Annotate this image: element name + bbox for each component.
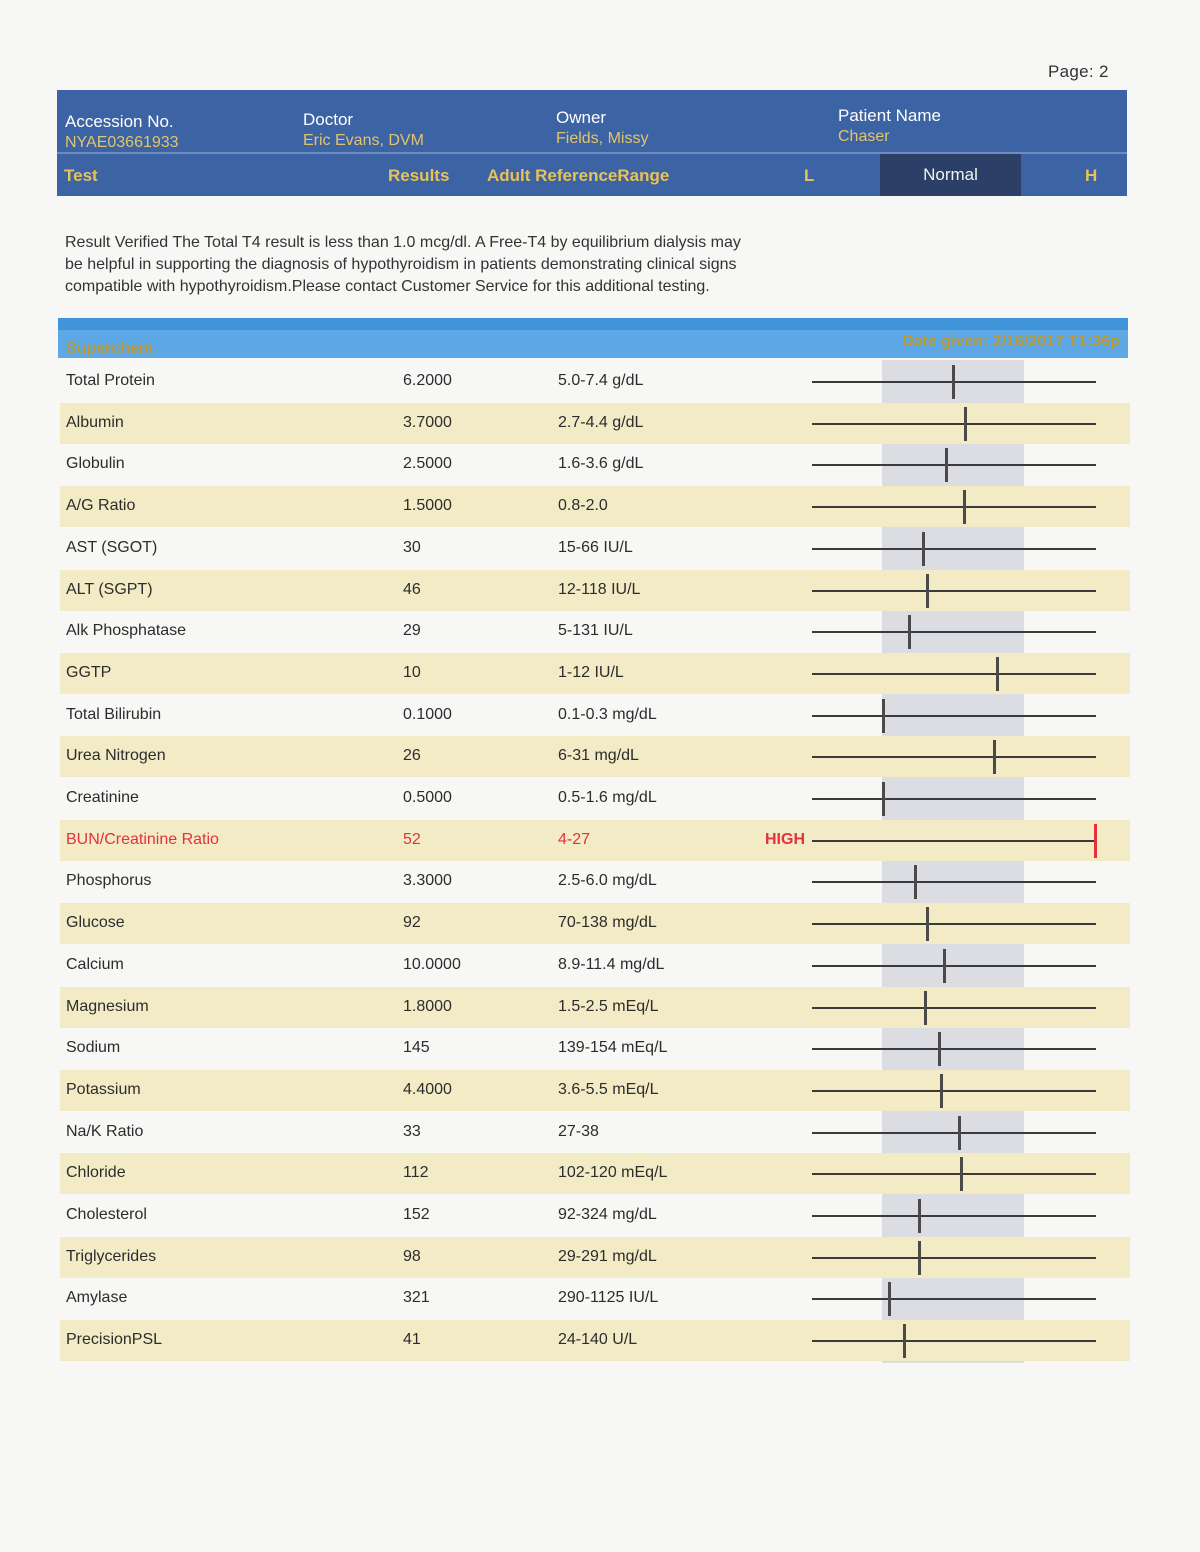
date-given: Date given: 2/16/2017 T1:36p [902,333,1120,350]
patient-value: Chaser [838,128,890,145]
range-gauge-line [812,715,1096,717]
test-name: BUN/Creatinine Ratio [66,831,219,848]
reference-range: 102-120 mEq/L [558,1164,668,1181]
accession-label: Accession No. [65,112,174,131]
test-result: 26 [403,747,421,764]
section-title: Superchem [66,340,154,357]
result-marker [938,1032,941,1066]
test-name: Albumin [66,414,124,431]
reference-range: 0.5-1.6 mg/dL [558,789,657,806]
reference-range: 1-12 IU/L [558,664,624,681]
result-marker [940,1074,943,1108]
test-result: 152 [403,1206,430,1223]
doctor-label: Doctor [303,110,354,129]
reference-range: 92-324 mg/dL [558,1206,657,1223]
reference-range: 29-291 mg/dL [558,1248,657,1265]
owner-value: Fields, Missy [556,130,649,147]
range-gauge-line [812,631,1096,633]
test-result: 0.1000 [403,706,452,723]
test-name: Cholesterol [66,1206,147,1223]
test-name: GGTP [66,664,112,681]
result-marker [908,615,911,649]
range-gauge-line [812,1173,1096,1175]
reference-range: 0.8-2.0 [558,497,608,514]
result-marker [960,1157,963,1191]
test-name: Globulin [66,455,125,472]
test-name: Total Protein [66,372,155,389]
test-name: Magnesium [66,998,149,1015]
result-marker [903,1324,906,1358]
test-result: 33 [403,1123,421,1140]
test-name: Na/K Ratio [66,1123,144,1140]
reference-range: 24-140 U/L [558,1331,638,1348]
page-label: Page: [1048,62,1094,81]
patient-label: Patient Name [838,106,941,125]
owner-label: Owner [556,108,607,127]
result-marker [918,1199,921,1233]
test-result: 10.0000 [403,956,461,973]
reference-range: 0.1-0.3 mg/dL [558,706,657,723]
result-marker [996,657,999,691]
test-result: 46 [403,581,421,598]
reference-range: 4-27 [558,831,591,848]
range-gauge-line [812,1132,1096,1134]
doctor-value: Eric Evans, DVM [303,132,424,149]
reference-range: 3.6-5.5 mEq/L [558,1081,659,1098]
range-gauge-line [812,590,1096,592]
test-result: 1.5000 [403,497,452,514]
reference-range: 12-118 IU/L [558,581,641,598]
col-reference-range: Adult ReferenceRange [487,166,670,185]
test-result: 98 [403,1248,421,1265]
col-high: H [1085,166,1098,185]
test-result: 321 [403,1289,430,1306]
result-marker [964,407,967,441]
result-marker [958,1116,961,1150]
result-note: Result Verified The Total T4 result is less than 1.0 mcg/dl. A Free-T4 by equilibrium dialysis may be helpful in supporting the diagnosis of hypothyroidism in patients demonstrating clinical signs compatible with hypothyroidism.Please contact Customer Service for this additional testing. [65,234,741,295]
reference-range: 8.9-11.4 mg/dL [558,956,665,973]
test-result: 1.8000 [403,998,452,1015]
result-marker [914,865,917,899]
test-result: 30 [403,539,421,556]
test-name: AST (SGOT) [66,539,158,556]
reference-range: 27-38 [558,1123,599,1140]
test-result: 2.5000 [403,455,452,472]
reference-range: 290-1125 IU/L [558,1289,659,1306]
result-marker [918,1241,921,1275]
reference-range: 6-31 mg/dL [558,747,639,764]
reference-range: 2.7-4.4 g/dL [558,414,644,431]
col-results: Results [388,166,450,185]
range-gauge-line [812,965,1096,967]
range-gauge-line [812,1090,1096,1092]
test-name: Triglycerides [66,1248,157,1265]
page-number: 2 [1098,62,1109,81]
reference-range: 139-154 mEq/L [558,1039,668,1056]
col-low: L [804,166,815,185]
range-gauge-line [812,506,1096,508]
reference-range: 1.6-3.6 g/dL [558,455,644,472]
test-result: 92 [403,914,421,931]
test-name: Phosphorus [66,872,152,889]
reference-range: 1.5-2.5 mEq/L [558,998,659,1015]
test-name: Alk Phosphatase [66,622,187,639]
range-gauge-line [812,548,1096,550]
accession-field [65,112,179,152]
range-gauge-line [812,1257,1096,1259]
result-marker [922,532,925,566]
test-name: PrecisionPSL [66,1331,163,1348]
patient-info-row [57,90,1127,152]
test-name: Urea Nitrogen [66,747,166,764]
accession-value: NYAE03661933 [65,134,179,151]
test-result: 41 [403,1331,421,1348]
test-name: Total Bilirubin [66,706,162,723]
reference-range: 15-66 IU/L [558,539,633,556]
reference-range: 2.5-6.0 mg/dL [558,872,657,889]
test-name: Sodium [66,1039,121,1056]
result-marker [882,699,885,733]
range-gauge-line [812,923,1096,925]
result-marker [882,782,885,816]
result-marker [924,991,927,1025]
col-normal [880,154,1021,196]
range-gauge-line [812,464,1096,466]
test-name: ALT (SGPT) [66,581,153,598]
result-marker [888,1282,891,1316]
range-gauge-line [812,1048,1096,1050]
section-bar [58,318,1128,358]
result-marker [993,740,996,774]
owner-field [556,108,648,148]
test-result: 52 [403,831,421,848]
reference-range: 5-131 IU/L [558,622,633,639]
test-name: Potassium [66,1081,141,1098]
test-result: 3.7000 [403,414,452,431]
page-indicator [1048,62,1109,82]
test-name: Glucose [66,914,125,931]
result-marker [943,949,946,983]
test-result: 3.3000 [403,872,452,889]
range-gauge-line [812,881,1096,883]
range-gauge-line [812,1340,1096,1342]
reference-range: 70-138 mg/dL [558,914,657,931]
reference-range: 5.0-7.4 g/dL [558,372,644,389]
col-test: Test [64,166,98,185]
range-gauge-line [812,840,1096,842]
range-gauge-line [812,673,1096,675]
test-result: 4.4000 [403,1081,452,1098]
test-result: 112 [403,1164,429,1181]
range-gauge-line [812,1298,1096,1300]
range-gauge-line [812,756,1096,758]
col-normal-label: Normal [923,165,978,184]
result-marker [952,365,955,399]
range-gauge-line [812,798,1096,800]
result-marker [963,490,966,524]
doctor-field [303,110,424,150]
range-gauge-line [812,1215,1096,1217]
result-flag: HIGH [765,831,805,848]
report-header [57,90,1127,196]
result-marker [1094,824,1097,858]
test-name: A/G Ratio [66,497,136,514]
test-result: 6.2000 [403,372,452,389]
result-marker [926,574,929,608]
test-result: 145 [403,1039,430,1056]
range-gauge-line [812,1007,1096,1009]
test-name: Amylase [66,1289,128,1306]
test-result: 29 [403,622,421,639]
range-gauge-line [812,423,1096,425]
test-result: 10 [403,664,421,681]
result-marker [926,907,929,941]
column-header-row [57,154,1127,196]
test-name: Calcium [66,956,124,973]
test-name: Creatinine [66,789,139,806]
test-result: 0.5000 [403,789,452,806]
test-name: Chloride [66,1164,126,1181]
patient-field [838,106,941,146]
result-marker [945,448,948,482]
